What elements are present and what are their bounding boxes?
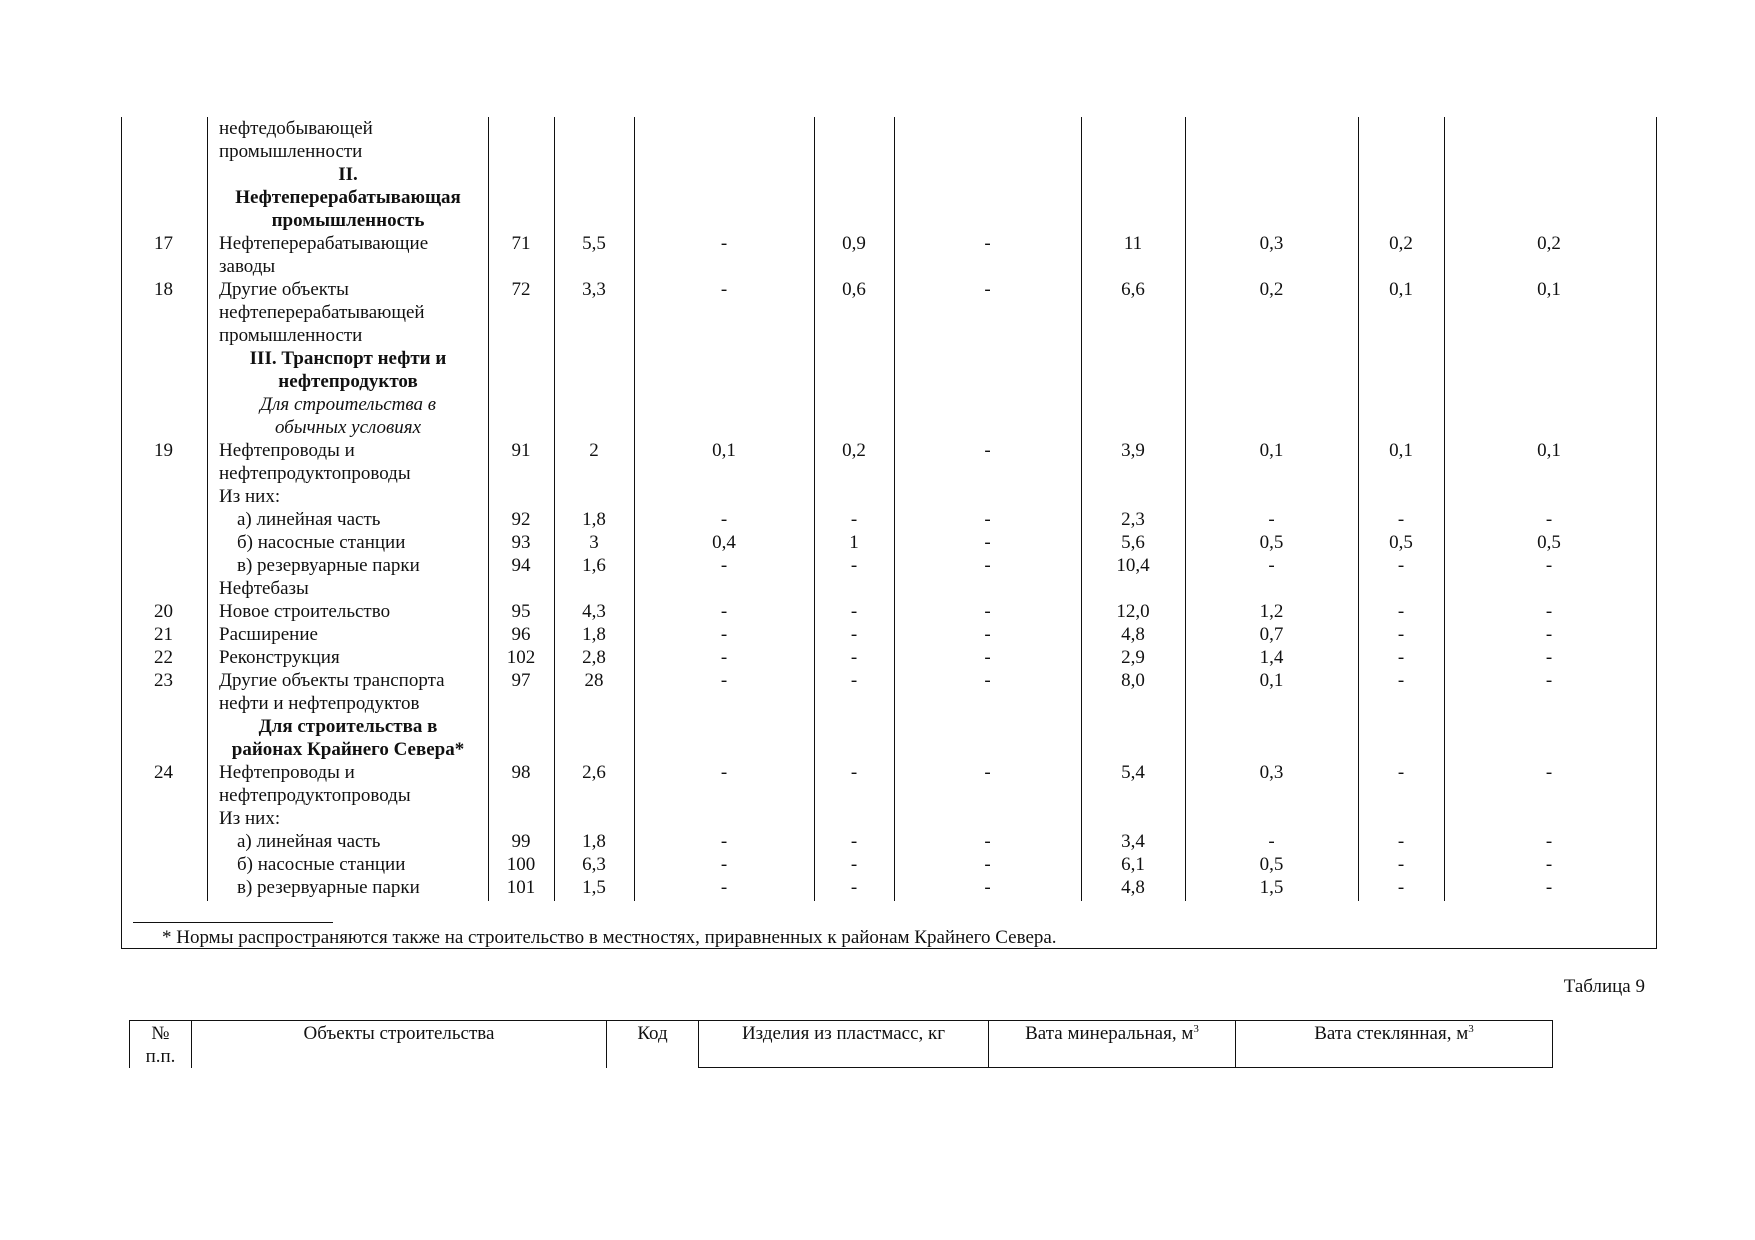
section-heading: промышленность	[271, 210, 425, 231]
table-row	[121, 784, 1657, 807]
table-row	[121, 301, 1657, 324]
value-cell: 3,3	[582, 279, 606, 300]
object-name: а) линейная часть	[237, 831, 381, 852]
value-cell: -	[720, 509, 728, 530]
value-cell: -	[1268, 831, 1275, 852]
value-cell: -	[850, 670, 858, 691]
table-row	[121, 554, 1657, 577]
object-code: 91	[511, 440, 531, 461]
value-cell: 0,3	[1259, 233, 1284, 254]
table-row	[121, 462, 1657, 485]
table-row	[121, 738, 1657, 761]
value-cell: 0,1	[1537, 279, 1561, 300]
object-name: в) резервуарные парки	[237, 877, 420, 898]
value-cell: 0,6	[842, 279, 866, 300]
value-cell: 5,5	[582, 233, 606, 254]
value-cell: 0,2	[1389, 233, 1413, 254]
object-code: 96	[511, 624, 531, 645]
value-cell: 2	[589, 440, 599, 461]
value-cell: 1,8	[582, 509, 606, 530]
row-number: 23	[154, 670, 173, 691]
table-row	[121, 577, 1657, 600]
row-number: 19	[154, 440, 173, 461]
header-glass-wool	[1236, 1020, 1553, 1068]
value-cell: -	[984, 532, 991, 553]
header-glass-wool-label: Вата стеклянная, м	[1314, 1023, 1469, 1044]
value-cell: -	[984, 233, 991, 254]
value-cell: -	[720, 670, 728, 691]
footnote-separator	[133, 922, 333, 923]
value-cell: -	[984, 509, 991, 530]
table-row	[121, 439, 1657, 462]
row-number: 20	[154, 601, 173, 622]
table-row	[121, 324, 1657, 347]
object-name: Нефтепроводы и	[219, 440, 355, 461]
table-row	[121, 876, 1657, 899]
object-code: 101	[506, 877, 536, 898]
table-row	[121, 531, 1657, 554]
value-cell: -	[984, 877, 991, 898]
table-row	[121, 140, 1657, 163]
value-cell: -	[1397, 624, 1405, 645]
table-row	[121, 761, 1657, 784]
row-number: 21	[154, 624, 173, 645]
value-cell: -	[850, 509, 858, 530]
value-cell: 4,3	[582, 601, 606, 622]
value-cell: 8,0	[1121, 670, 1145, 691]
object-name: а) линейная часть	[237, 509, 381, 530]
section-heading: III. Транспорт нефти и	[249, 348, 447, 369]
value-cell: 0,4	[712, 532, 736, 553]
table-row	[121, 623, 1657, 646]
value-cell: -	[850, 854, 858, 875]
object-name: Другие объекты транспорта	[219, 670, 445, 691]
value-cell: 0,9	[842, 233, 866, 254]
table-row	[121, 278, 1657, 301]
footnote: * Нормы распространяются также на строительство в местностях, приравненных к районам Крайнего Севера.	[162, 927, 1057, 948]
value-cell: -	[850, 555, 858, 576]
table-row	[121, 416, 1657, 439]
value-cell: -	[1545, 854, 1553, 875]
object-code: 95	[511, 601, 531, 622]
value-cell: 1,5	[582, 877, 606, 898]
header-number-line2: п.п.	[145, 1046, 176, 1067]
value-cell: 5,4	[1121, 762, 1145, 783]
table-row	[121, 669, 1657, 692]
value-cell: -	[1545, 555, 1553, 576]
value-cell: 3	[589, 532, 599, 553]
value-cell: -	[1397, 877, 1405, 898]
value-cell: 1	[849, 532, 859, 553]
object-name: Из них:	[219, 486, 281, 507]
value-cell: -	[1397, 601, 1405, 622]
value-cell: -	[720, 555, 728, 576]
value-cell: 12,0	[1116, 601, 1150, 622]
value-cell: -	[1397, 831, 1405, 852]
header-objects: Объекты строительства	[192, 1020, 607, 1068]
object-name: Другие объекты	[219, 279, 349, 300]
value-cell: -	[720, 233, 728, 254]
value-cell: 0,2	[1537, 233, 1561, 254]
header-mineral-wool-label: Вата минеральная, м	[1025, 1023, 1194, 1044]
value-cell: 6,1	[1121, 854, 1145, 875]
value-cell: 4,8	[1121, 624, 1145, 645]
value-cell: -	[984, 831, 991, 852]
value-cell: -	[720, 279, 728, 300]
table-row	[121, 646, 1657, 669]
value-cell: 0,1	[1389, 279, 1413, 300]
object-name: нефтепродуктопроводы	[219, 463, 411, 484]
value-cell: 0,3	[1259, 762, 1284, 783]
object-code: 99	[511, 831, 531, 852]
section-heading: нефтепродуктов	[278, 371, 418, 392]
table-row	[121, 347, 1657, 370]
value-cell: 11	[1123, 233, 1143, 254]
object-name: промышленности	[219, 325, 363, 346]
object-code: 100	[506, 854, 536, 875]
object-code: 93	[511, 532, 531, 553]
header-number-line1: №	[151, 1023, 170, 1044]
object-name: Реконструкция	[219, 647, 340, 668]
value-cell: -	[1545, 624, 1553, 645]
value-cell: 2,3	[1121, 509, 1145, 530]
value-cell: -	[850, 831, 858, 852]
value-cell: -	[984, 854, 991, 875]
object-name: Из них:	[219, 808, 281, 829]
value-cell: -	[1397, 762, 1405, 783]
value-cell: -	[1397, 509, 1405, 530]
object-name: нефтепродуктопроводы	[219, 785, 411, 806]
table-row	[121, 370, 1657, 393]
object-code: 72	[511, 279, 531, 300]
object-name: б) насосные станции	[237, 854, 406, 875]
value-cell: 0,7	[1259, 624, 1284, 645]
value-cell: 6,6	[1121, 279, 1145, 300]
value-cell: -	[1397, 670, 1405, 691]
object-name: Новое строительство	[219, 601, 391, 622]
object-name: б) насосные станции	[237, 532, 406, 553]
table-row	[121, 715, 1657, 738]
value-cell: -	[984, 601, 991, 622]
value-cell: 1,6	[582, 555, 606, 576]
value-cell: -	[1397, 854, 1405, 875]
value-cell: -	[720, 854, 728, 875]
value-cell: 0,5	[1259, 854, 1284, 875]
value-cell: 4,8	[1121, 877, 1145, 898]
object-code: 98	[511, 762, 531, 783]
value-cell: 1,8	[582, 831, 606, 852]
value-cell: -	[1545, 762, 1553, 783]
value-cell: 0,1	[712, 440, 736, 461]
value-cell: -	[1397, 647, 1405, 668]
value-cell: -	[984, 647, 991, 668]
object-name: Расширение	[219, 624, 318, 645]
unit-power: 3	[1468, 1023, 1474, 1035]
value-cell: -	[1545, 647, 1553, 668]
value-cell: 3,4	[1121, 831, 1145, 852]
value-cell: 0,2	[1259, 279, 1284, 300]
section-heading: Нефтеперерабатывающая	[235, 187, 461, 208]
table-row	[121, 508, 1657, 531]
value-cell: 1,5	[1259, 877, 1284, 898]
header-code: Код	[607, 1020, 698, 1068]
value-cell: -	[720, 601, 728, 622]
value-cell: -	[1545, 509, 1553, 530]
value-cell: -	[984, 670, 991, 691]
value-cell: -	[720, 831, 728, 852]
value-cell: 0,5	[1389, 532, 1413, 553]
value-cell: -	[850, 647, 858, 668]
table9-caption: Таблица 9	[1563, 976, 1645, 997]
value-cell: -	[850, 601, 858, 622]
value-cell: 1,2	[1259, 601, 1284, 622]
row-number: 18	[154, 279, 173, 300]
value-cell: -	[850, 762, 858, 783]
object-code: 102	[506, 647, 536, 668]
object-name: Для строительства в	[260, 394, 436, 415]
value-cell: 2,8	[582, 647, 606, 668]
object-name: обычных условиях	[274, 417, 422, 438]
section-heading: Для строительства в	[258, 716, 438, 737]
value-cell: 0,2	[842, 440, 866, 461]
section-heading: II.	[338, 164, 358, 185]
table-row	[121, 692, 1657, 715]
value-cell: -	[1545, 601, 1553, 622]
value-cell: -	[984, 762, 991, 783]
value-cell: -	[984, 624, 991, 645]
table-row	[121, 186, 1657, 209]
object-name: Нефтеперерабатывающие	[219, 233, 429, 254]
value-cell: 1,8	[582, 624, 606, 645]
value-cell: -	[720, 877, 728, 898]
table-row	[121, 117, 1657, 140]
object-code: 97	[511, 670, 531, 691]
object-name: заводы	[219, 256, 276, 277]
value-cell: -	[1545, 670, 1553, 691]
value-cell: -	[850, 877, 858, 898]
value-cell: 0,1	[1389, 440, 1413, 461]
value-cell: -	[1397, 555, 1405, 576]
value-cell: 2,9	[1121, 647, 1145, 668]
object-name: в) резервуарные парки	[237, 555, 420, 576]
row-number: 22	[154, 647, 173, 668]
value-cell: 2,6	[582, 762, 606, 783]
value-cell: -	[984, 555, 991, 576]
value-cell: -	[720, 647, 728, 668]
object-name: нефтедобывающей	[219, 118, 373, 139]
value-cell: -	[1545, 877, 1553, 898]
value-cell: 1,4	[1259, 647, 1284, 668]
table-row	[121, 163, 1657, 186]
unit-power: 3	[1193, 1023, 1199, 1035]
value-cell: 0,1	[1259, 440, 1284, 461]
value-cell: -	[984, 440, 991, 461]
object-name: Нефтебазы	[219, 578, 309, 599]
row-number: 24	[154, 762, 173, 783]
object-name: Нефтепроводы и	[219, 762, 355, 783]
table-row	[121, 209, 1657, 232]
value-cell: -	[1268, 555, 1275, 576]
value-cell: -	[720, 762, 728, 783]
value-cell: 0,5	[1537, 532, 1561, 553]
table-row	[121, 393, 1657, 416]
object-code: 71	[511, 233, 531, 254]
header-number	[129, 1020, 192, 1068]
object-code: 92	[511, 509, 531, 530]
table-row	[121, 830, 1657, 853]
table-row	[121, 485, 1657, 508]
value-cell: -	[1545, 831, 1553, 852]
table-row	[121, 255, 1657, 278]
table-row	[121, 232, 1657, 255]
table-row	[121, 600, 1657, 623]
row-number: 17	[154, 233, 173, 254]
object-code: 94	[511, 555, 531, 576]
object-name: нефтеперерабатывающей	[219, 302, 425, 323]
table-row	[121, 853, 1657, 876]
value-cell: -	[1268, 509, 1275, 530]
value-cell: -	[720, 624, 728, 645]
section-heading: районах Крайнего Севера*	[231, 739, 465, 760]
header-mineral-wool	[989, 1020, 1236, 1068]
value-cell: -	[850, 624, 858, 645]
header-plastics: Изделия из пластмасс, кг	[698, 1020, 989, 1068]
value-cell: 5,6	[1121, 532, 1145, 553]
value-cell: 3,9	[1121, 440, 1145, 461]
value-cell: 6,3	[582, 854, 606, 875]
value-cell: 0,5	[1259, 532, 1284, 553]
value-cell: 0,1	[1259, 670, 1284, 691]
object-name: промышленности	[219, 141, 363, 162]
object-name: нефти и нефтепродуктов	[219, 693, 420, 714]
value-cell: 0,1	[1537, 440, 1561, 461]
value-cell: -	[984, 279, 991, 300]
value-cell: 28	[584, 670, 604, 691]
value-cell: 10,4	[1116, 555, 1150, 576]
table-row	[121, 807, 1657, 830]
